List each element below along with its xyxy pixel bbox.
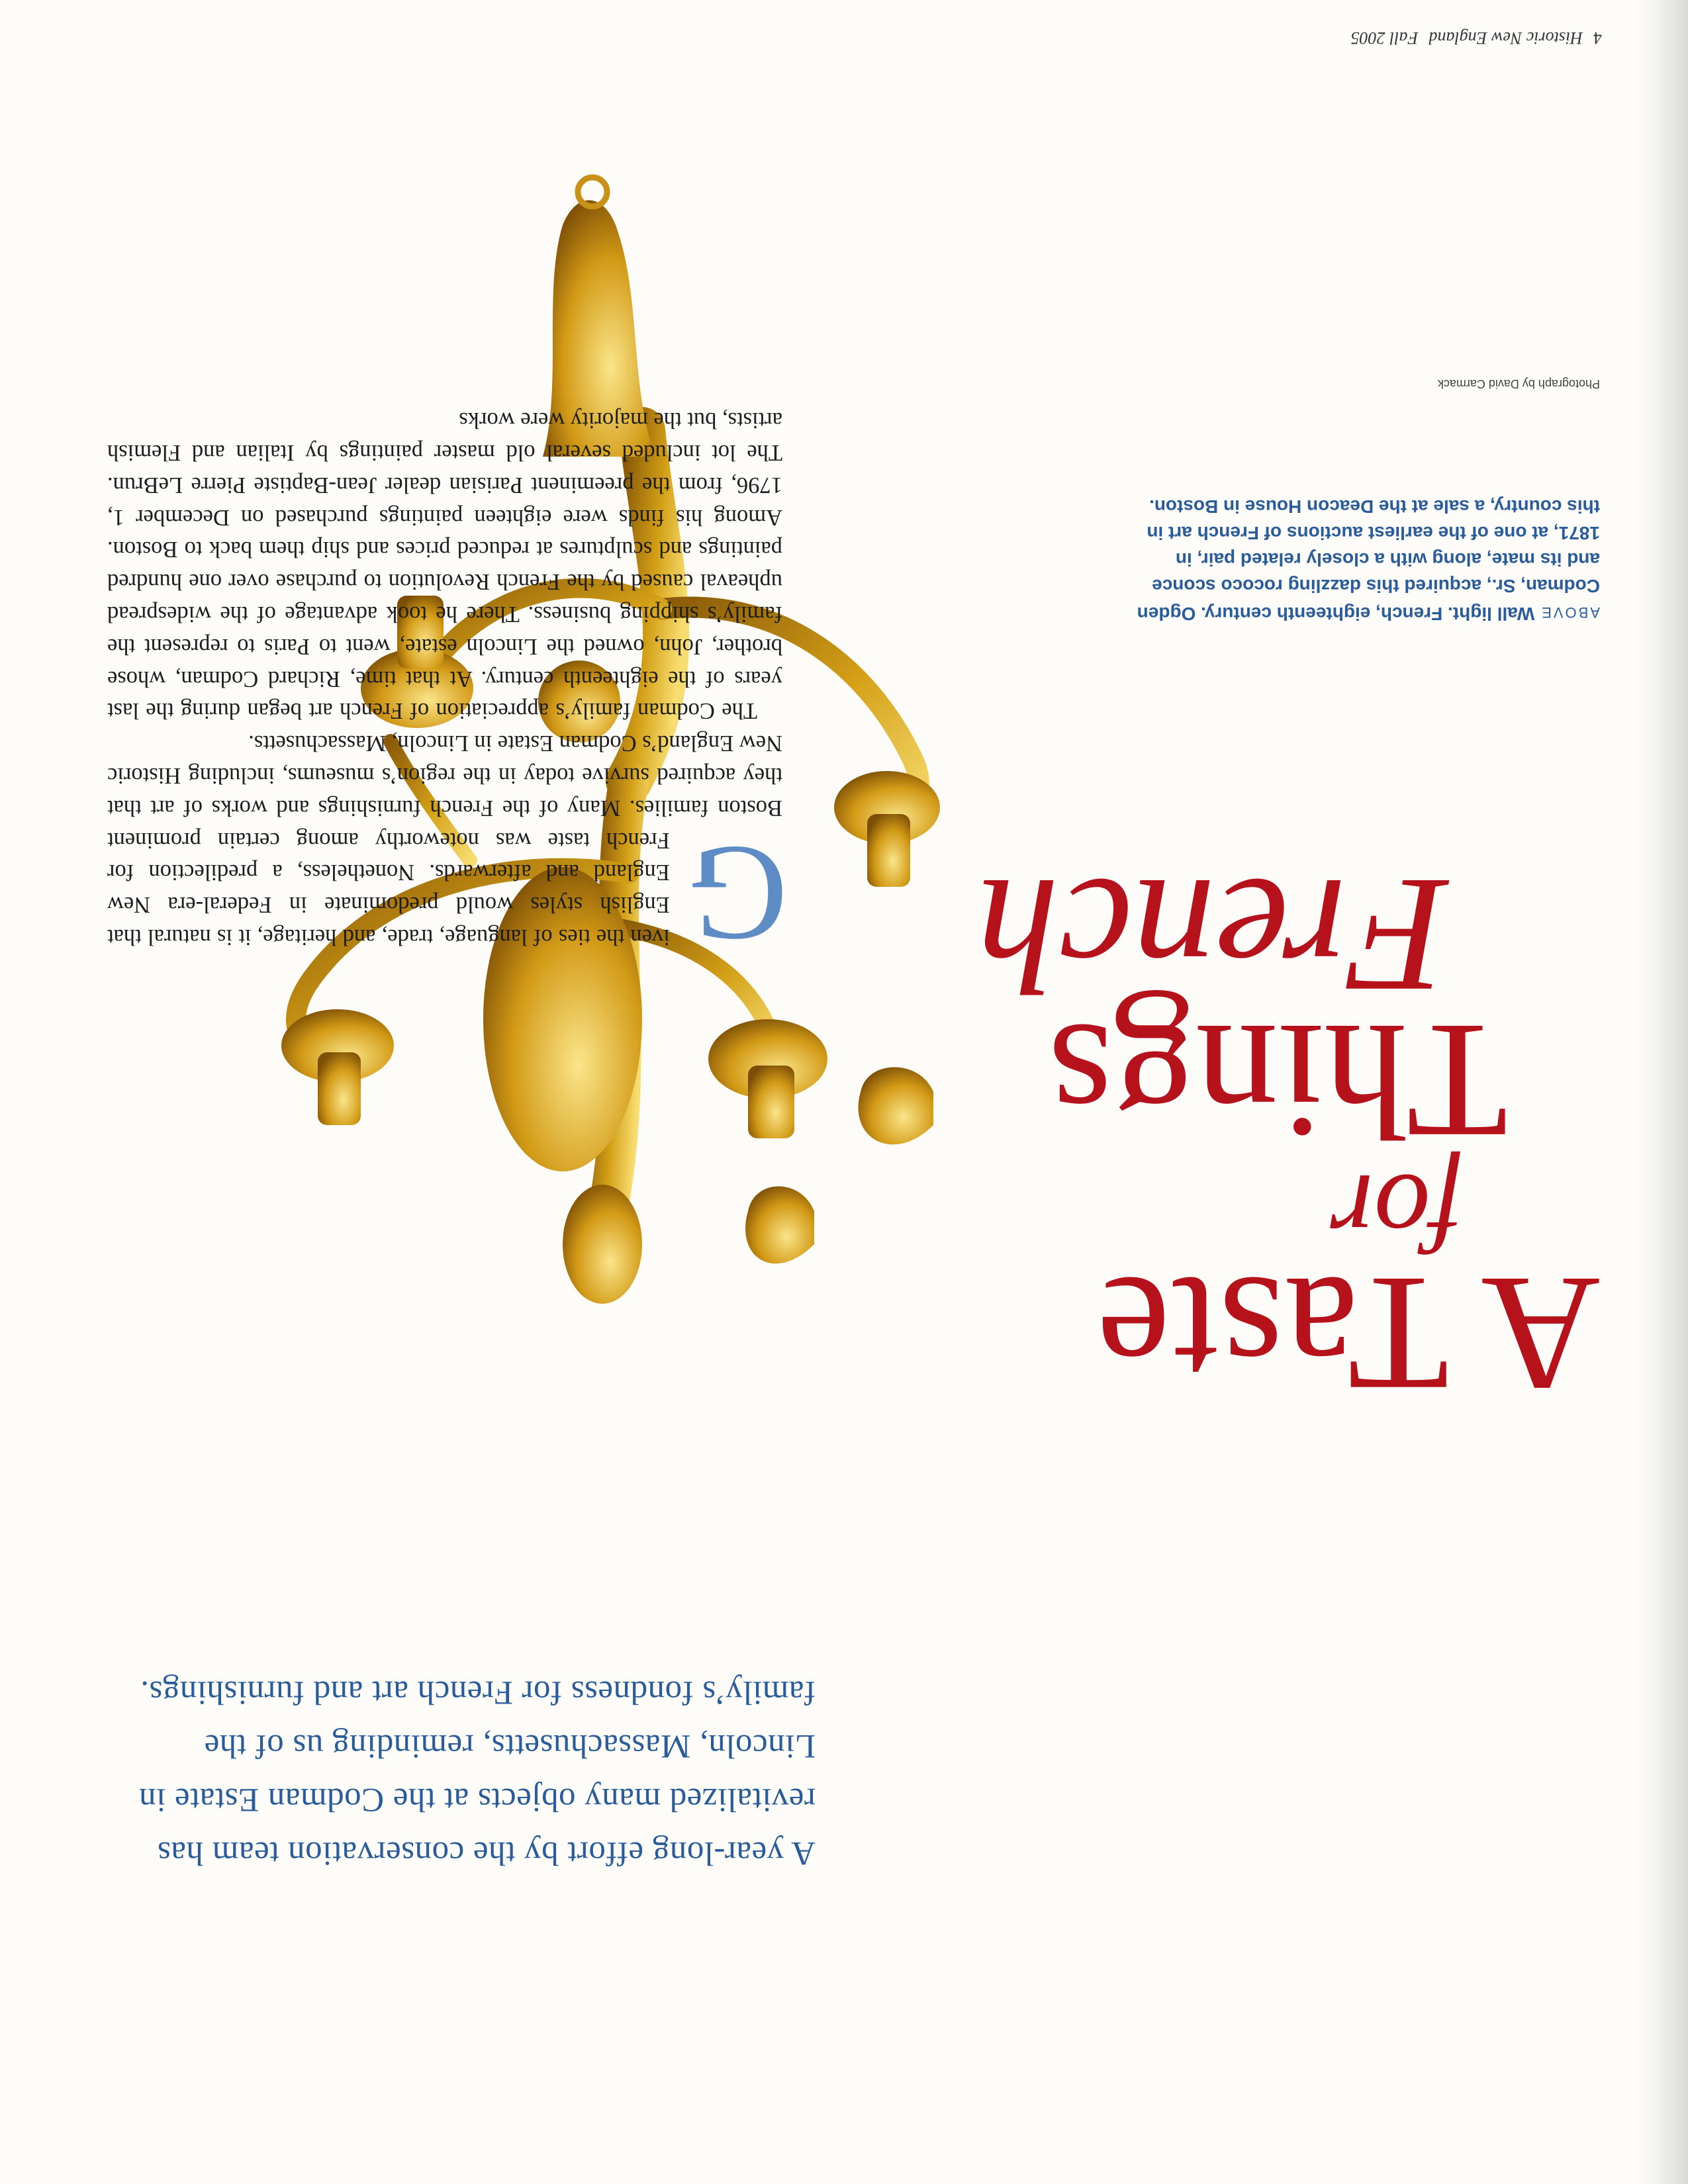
title-line-1: A Taste bbox=[1096, 1242, 1601, 1426]
drop-cap: G bbox=[688, 818, 788, 970]
issue-date: Fall 2005 bbox=[1350, 28, 1419, 48]
photo-credit: Photograph by David Carmack bbox=[1437, 377, 1600, 390]
caption-text: Wall light. French, eighteenth century. Ogden Codman, Sr., acquired this dazzling rococo sconce and its mate, along with a closely related pair, in 1871, at one of the earliest auctions of French art in this country, a sale at the Deacon House in Boston. bbox=[1137, 496, 1600, 624]
title-line-2: for bbox=[1330, 1151, 1462, 1275]
binding-shadow bbox=[1635, 0, 1688, 2184]
publication-name: Historic New England bbox=[1429, 28, 1583, 48]
article-deck: A year-long effort by the conservation team has revitalized many objects at the Codman Estate in Lincoln, Massachusetts, reminding us of the family’s fondness for French art and furnishings. bbox=[138, 1674, 816, 1872]
folio bbox=[1351, 28, 1602, 48]
caption-label: ABOVE bbox=[1540, 604, 1600, 621]
title-line-3: Things bbox=[1048, 989, 1508, 1173]
photo-caption bbox=[1130, 493, 1600, 627]
body-paragraph-1-text: iven the ties of language, trade, and heritage, it is natural that English styles would predominate in Federal-era New England and afterwards. Nonetheless, a predilection for French taste was noteworthy among certain prominent Boston families. Many of the French furnishings and works of art that they acquired survive today in the region’s museums, including Historic New England’s Codman Estate in Lincoln, Massachusetts. bbox=[107, 731, 782, 950]
page-number: 4 bbox=[1593, 28, 1602, 48]
body-paragraph-2: The Codman family’s appreciation of French art began during the last years of the eighteenth century. At that time, Richard Codman, whose brother, John, owned the Lincoln estate, went to Paris to represent the family’s shipping business. There he took advantage of the widespread upheaval caused by the French Revolution to purchase over one hundred paintings and sculptures at reduced prices and ship them back to Boston. Among his finds were eighteen paintings purchased on December 1, 1796, from the preeminent Parisian dealer Jean-Baptiste Pierre LeBrun. The lot included several old master paintings by Italian and Flemish artists, but the majority were works bbox=[107, 408, 782, 724]
article-title bbox=[976, 844, 1601, 1426]
article-body bbox=[107, 404, 788, 970]
body-paragraph-1 bbox=[107, 727, 788, 970]
title-line-4: French bbox=[976, 844, 1448, 1027]
